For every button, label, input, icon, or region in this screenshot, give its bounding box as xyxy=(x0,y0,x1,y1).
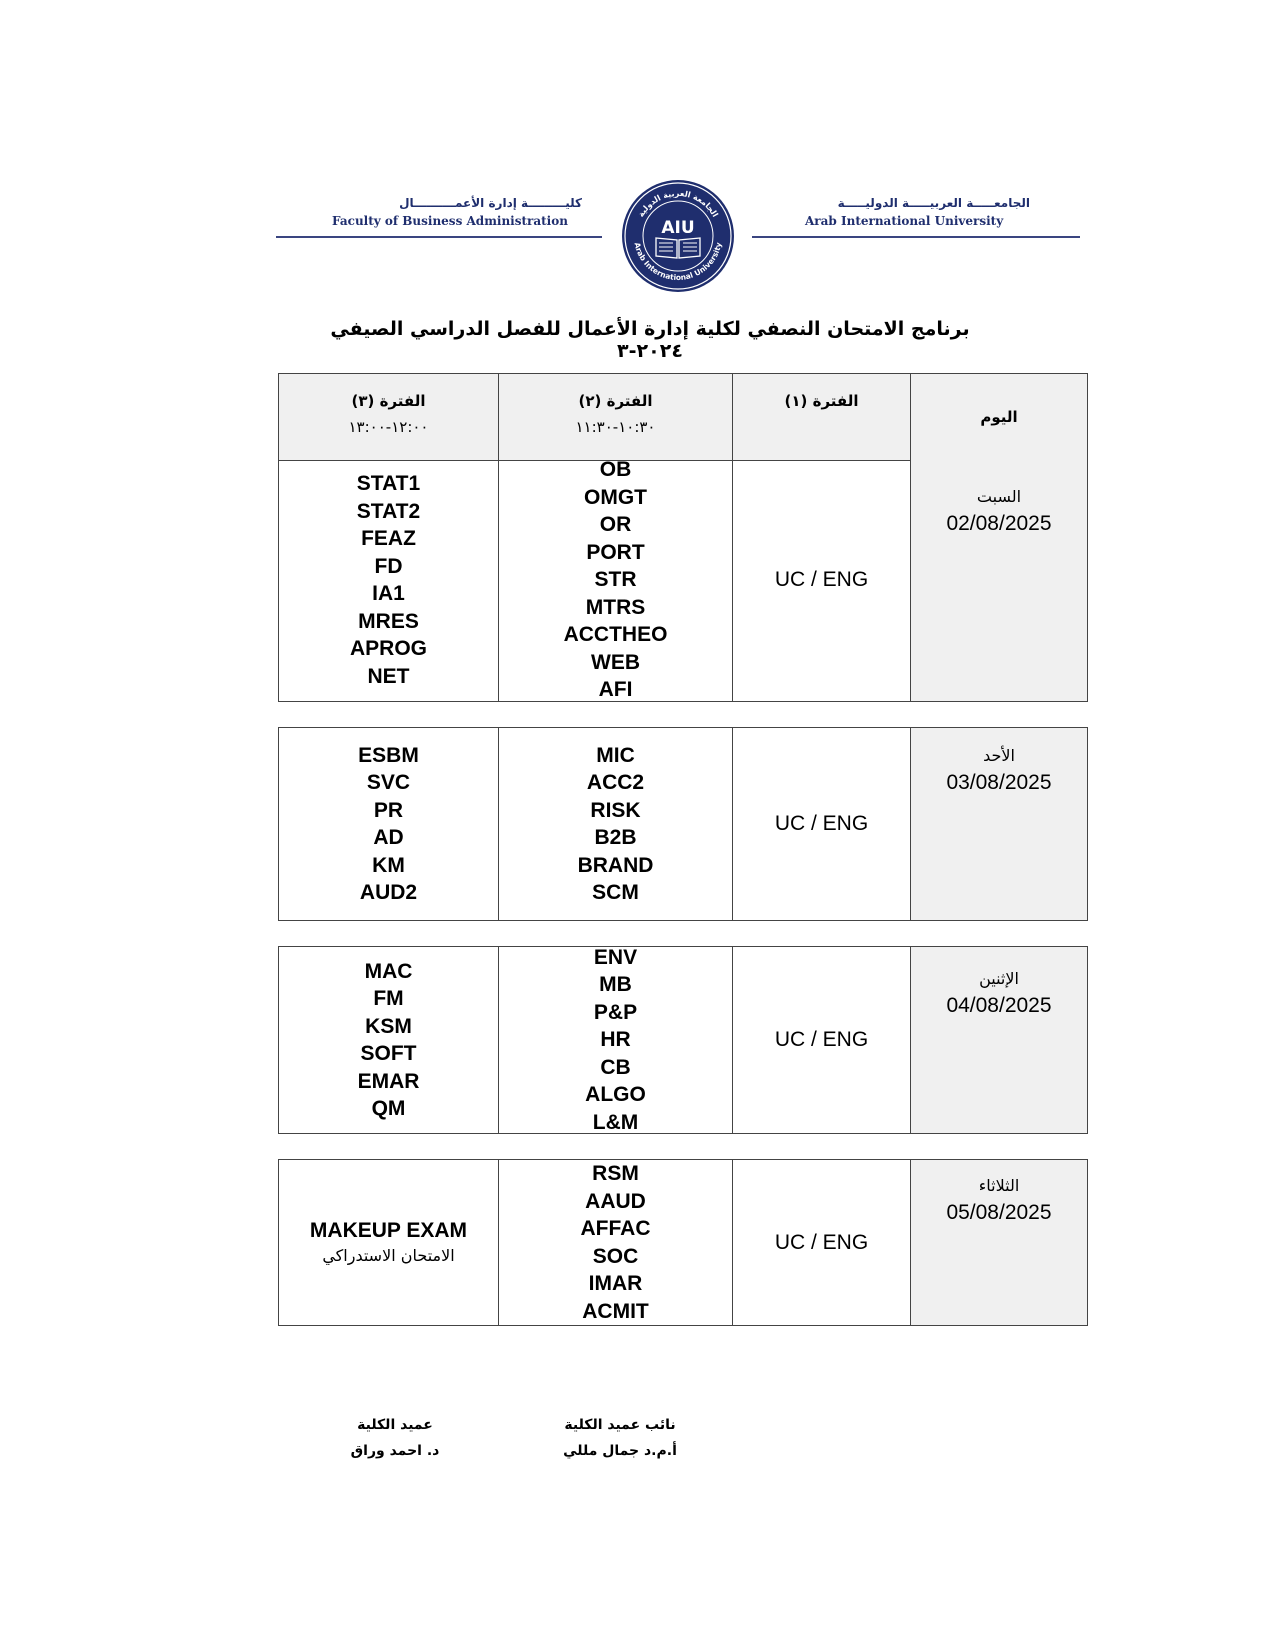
period-1-value: UC / ENG xyxy=(774,568,869,591)
page-title: برنامج الامتحان النصفي لكلية إدارة الأعمال للفصل الدراسي الصيفي ٢٠٢٤-٣ xyxy=(330,318,970,362)
day-cell xyxy=(911,947,1087,1133)
course-code: MIC xyxy=(596,743,635,767)
header-rule-right xyxy=(752,236,1080,238)
period-1-value: UC / ENG xyxy=(774,1028,869,1051)
course-code: OMGT xyxy=(584,485,647,509)
schedule-row-monday xyxy=(278,946,1088,1134)
course-code: STR xyxy=(594,568,637,592)
day-name: الثلاثاء xyxy=(978,1176,1020,1195)
course-code: SOFT xyxy=(360,1042,417,1065)
vice-dean-name: أ.م.د جمال مللي xyxy=(563,1443,677,1459)
course-code: MTRS xyxy=(585,595,646,619)
course-code: ALGO xyxy=(585,1083,646,1107)
course-code: KSM xyxy=(365,1014,412,1038)
period-3-cell xyxy=(279,1160,499,1325)
course-code: L&M xyxy=(592,1110,639,1133)
course-code: FEAZ xyxy=(361,527,416,550)
dean-signature xyxy=(320,1412,470,1464)
course-code: ACC2 xyxy=(586,771,645,794)
course-code: NET xyxy=(367,664,410,688)
course-code: SVC xyxy=(366,771,411,794)
university-name-ar: الجامعـــــة العربيـــــة الدوليـــــة xyxy=(837,196,1030,210)
schedule-row-saturday xyxy=(278,459,1088,702)
period-1-cell xyxy=(733,728,911,920)
day-date: 05/08/2025 xyxy=(946,1201,1052,1224)
university-logo xyxy=(620,178,736,294)
dean-name: د. احمد وراق xyxy=(350,1443,440,1459)
day-name: الإثنين xyxy=(979,969,1019,988)
header-period-1-label: الفترة (١) xyxy=(784,392,859,410)
header-period-3-label: الفترة (٣) xyxy=(351,392,426,410)
course-code: P&P xyxy=(593,1000,638,1024)
period-1-cell xyxy=(733,947,911,1133)
course-code: MRES xyxy=(358,609,419,633)
header-period-2-label: الفترة (٢) xyxy=(578,392,653,410)
course-code: AUD2 xyxy=(359,881,418,904)
course-code: AFI xyxy=(598,678,633,701)
course-code: FD xyxy=(374,554,403,578)
course-code: OB xyxy=(599,459,632,482)
course-code: PORT xyxy=(586,540,645,564)
course-code: MB xyxy=(599,973,632,997)
faculty-name-ar: كليـــــــــة إدارة الأعمــــــــــال xyxy=(399,196,582,210)
course-code: CB xyxy=(600,1055,631,1079)
period-3-cell xyxy=(279,728,499,920)
header-period-3-time: ١٢:٠٠-١٣:٠٠ xyxy=(348,418,429,436)
header-day-label: اليوم xyxy=(980,408,1018,426)
header-period-2 xyxy=(499,374,733,460)
course-code: ENV xyxy=(593,947,638,969)
course-code: FM xyxy=(373,987,404,1010)
period-1-value: UC / ENG xyxy=(774,812,869,835)
course-code: SCM xyxy=(592,881,639,904)
header-period-3 xyxy=(279,374,499,460)
period-1-cell xyxy=(733,459,911,701)
course-code: OR xyxy=(599,513,632,537)
period-2-cell xyxy=(499,459,733,701)
logo-ring-en: Arab International University xyxy=(632,241,724,283)
day-cell xyxy=(911,728,1087,920)
course-code: BRAND xyxy=(577,853,654,877)
period-3-cell xyxy=(279,459,499,701)
course-code: IA1 xyxy=(372,582,405,605)
course-code: PR xyxy=(373,798,404,822)
day-cell xyxy=(911,1160,1087,1325)
course-code: MAC xyxy=(364,959,413,983)
logo-text: AIU xyxy=(661,218,695,238)
course-code: IMAR xyxy=(588,1272,643,1295)
period-1-cell xyxy=(733,1160,911,1325)
course-code: AAUD xyxy=(585,1189,646,1213)
vice-dean-title: نائب عميد الكلية xyxy=(564,1417,676,1433)
course-code: STAT1 xyxy=(356,472,421,495)
schedule-row-sunday xyxy=(278,727,1088,921)
course-code: SOC xyxy=(592,1244,639,1268)
header-period-2-time: ١٠:٣٠-١١:٣٠ xyxy=(575,418,656,436)
period-2-cell xyxy=(499,1160,733,1325)
day-name: الأحد xyxy=(983,746,1015,765)
day-date: 04/08/2025 xyxy=(946,994,1052,1017)
header-day xyxy=(911,374,1087,460)
faculty-name-en: Faculty of Business Administration xyxy=(332,214,568,228)
makeup-exam-label-ar: الامتحان الاستدراكي xyxy=(322,1246,455,1266)
day-date: 03/08/2025 xyxy=(946,771,1052,794)
period-2-cell xyxy=(499,728,733,920)
course-code: EMAR xyxy=(357,1069,420,1093)
day-name: السبت xyxy=(976,487,1022,506)
course-code: KM xyxy=(372,853,405,877)
course-code: ACCTHEO xyxy=(563,623,668,647)
makeup-exam-label: MAKEUP EXAM xyxy=(309,1218,468,1242)
table-header xyxy=(278,373,1088,461)
header-period-1 xyxy=(733,374,911,460)
course-code: APROG xyxy=(349,637,427,660)
period-2-cell xyxy=(499,947,733,1133)
day-date: 02/08/2025 xyxy=(946,512,1052,535)
schedule-row-tuesday xyxy=(278,1159,1088,1326)
course-code: STAT2 xyxy=(356,499,421,523)
period-3-cell xyxy=(279,947,499,1133)
header-rule-left xyxy=(276,236,602,238)
course-code: WEB xyxy=(591,650,640,674)
course-code: RSM xyxy=(592,1162,639,1185)
course-code: ESBM xyxy=(358,743,419,767)
course-code: RISK xyxy=(590,798,641,822)
course-code: ACMIT xyxy=(582,1299,649,1323)
course-code: AFFAC xyxy=(580,1217,651,1240)
university-name-en: Arab International University xyxy=(805,214,1004,228)
period-1-value: UC / ENG xyxy=(774,1230,869,1254)
vice-dean-signature xyxy=(540,1412,700,1464)
dean-title: عميد الكلية xyxy=(357,1417,433,1433)
day-cell xyxy=(911,459,1087,701)
course-code: QM xyxy=(371,1097,406,1120)
course-code: AD xyxy=(373,826,404,849)
course-code: HR xyxy=(600,1028,631,1052)
logo-ring-ar: الجامعة العربية الدولية xyxy=(636,188,720,219)
course-code: B2B xyxy=(594,826,637,849)
